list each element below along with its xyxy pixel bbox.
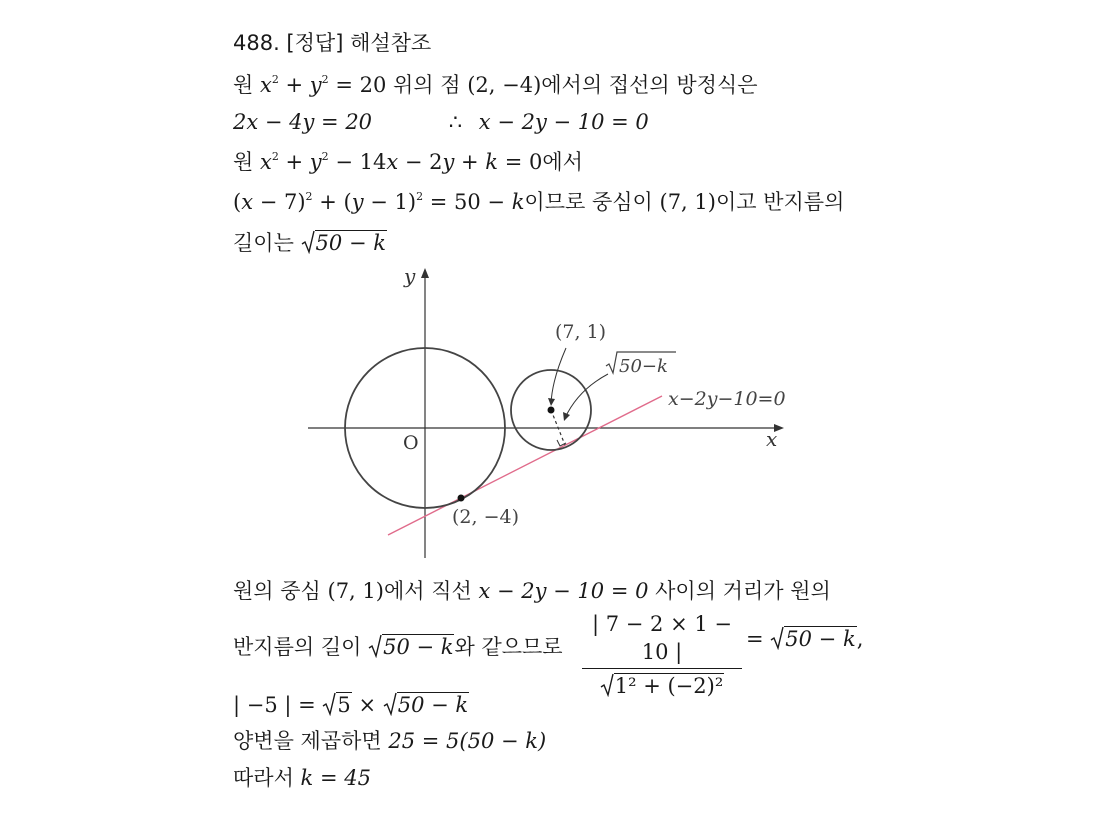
problem-title: 488. [정답] 해설참조 (233, 31, 432, 55)
radius-label: 50−k (619, 356, 668, 377)
fraction-bar (582, 668, 742, 669)
sqrt-radius-4: 50 − k (383, 690, 469, 720)
tangent-point-label: (2, −4) (452, 506, 520, 528)
tangent-point: (2, −4) (467, 73, 542, 97)
center-point (548, 407, 555, 414)
y-axis-arrow (421, 268, 429, 278)
line-second-circle: 원 $x^2 + y^2 - 14x - 2y + k = 0$에서 (233, 150, 583, 174)
final-answer: k = 45 (300, 766, 371, 790)
line-abs-value: | −5 | = 5 × 50 − k (233, 690, 469, 720)
line-label: x−2y−10=0 (668, 388, 786, 410)
therefore-symbol: ∴ (448, 110, 463, 134)
circle-equation-2: $x^2 + y^2 - 14x - 2y + k = 0$ (259, 150, 543, 174)
tangent-line (388, 396, 662, 535)
sqrt-radius: 50 − k (301, 228, 387, 258)
radius-label-arrow (565, 374, 608, 418)
line-distance-formula: 반지름의 길이 50 − k와 같으므로 (233, 632, 563, 662)
sqrt-radius-3: 50 − k (770, 624, 856, 654)
center-label-arrow (551, 348, 566, 404)
tangent-eq-1: 2x − 4y = 20 (233, 110, 373, 134)
line-radius: 길이는 50 − k (233, 228, 387, 258)
line-answer: 따라서 k = 45 (233, 766, 371, 790)
sqrt-radius-2: 50 − k (368, 632, 454, 662)
line-standard-form: $(x - 7)^2 + (y - 1)^2 = 50 - k$이므로 중심이 (7, 1)이고 반지름의 (233, 190, 845, 214)
y-axis-label: y (404, 264, 416, 288)
fraction-denominator: 1² + (−2)² (600, 671, 725, 701)
line-square-both-sides: 양변을 제곱하면 25 = 5(50 − k) (233, 729, 547, 753)
sqrt-five: 5 (322, 690, 351, 720)
tangent-point-dot (458, 495, 465, 502)
line-tangent-setup: 원 $x^2 + y^2 = 20$ 위의 점 (2, −4)에서의 접선의 방정식은 (233, 73, 758, 97)
circle-equation-1: $x^2 + y^2 = 20$ (259, 73, 387, 97)
tangent-eq-2: x − 2y − 10 = 0 (478, 110, 649, 134)
x-axis-label: x (766, 427, 778, 451)
standard-form-equation: $(x - 7)^2 + (y - 1)^2 = 50 - k$ (233, 190, 525, 214)
fraction-numerator: | 7 − 2 × 1 − 10 | (592, 612, 732, 664)
origin-label: O (403, 432, 419, 454)
line-distance: 원의 중심 (7, 1)에서 직선 x − 2y − 10 = 0 사이의 거리가 원의 (233, 579, 831, 603)
center-label: (7, 1) (555, 321, 607, 343)
distance-fraction (582, 610, 742, 701)
fraction-result: = 50 − k, (746, 624, 863, 654)
